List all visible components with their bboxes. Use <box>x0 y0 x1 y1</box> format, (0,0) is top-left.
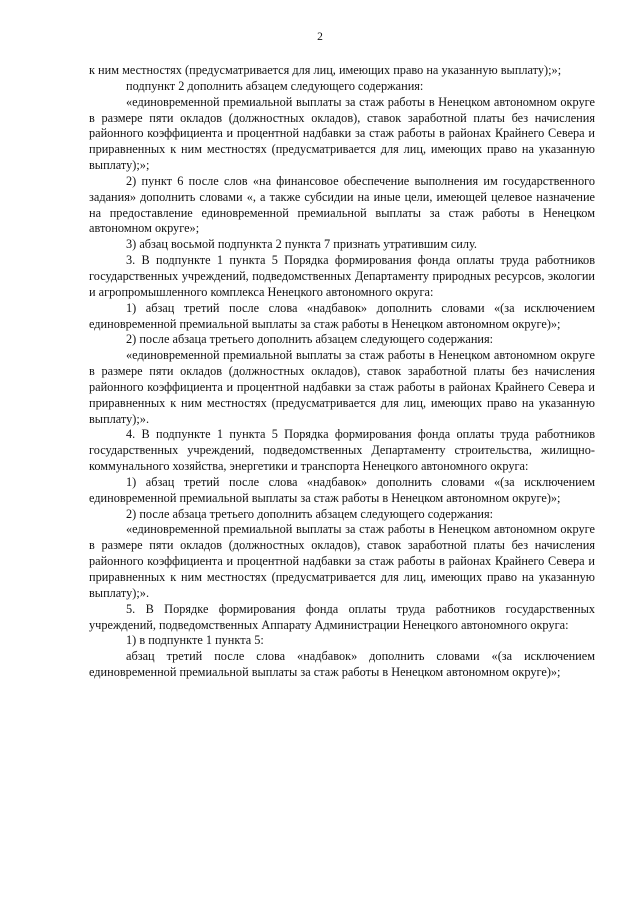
paragraph: подпункт 2 дополнить абзацем следующего содержания: <box>126 78 424 93</box>
document-body <box>89 63 595 681</box>
paragraph: 1) абзац третий после слова «надбавок» дополнить словами «(за исключением единовременной премиальной выплаты за стаж работы в Ненецком автономном округе)»; <box>89 474 595 505</box>
paragraph: 4. В подпункте 1 пункта 5 Порядка формирования фонда оплаты труда работников государственных учреждений, подведомственных Департаменту строительства, жилищно-коммунального хозяйства, энергетики и транспорта Ненецкого автономного округа: <box>89 427 595 474</box>
page-number: 2 <box>317 31 323 43</box>
paragraph: абзац третий после слова «надбавок» дополнить словами «(за исключением единовременной премиальной выплаты за стаж работы в Ненецком автономном округе)»; <box>89 649 595 680</box>
paragraph: 3. В подпункте 1 пункта 5 Порядка формирования фонда оплаты труда работников государственных учреждений, подведомственных Департаменту природных ресурсов, экологии и агропромышленного комплекса Ненецкого автономного округа: <box>89 253 595 299</box>
paragraph: 2) после абзаца третьего дополнить абзацем следующего содержания: <box>126 332 494 347</box>
paragraph: «единовременной премиальной выплаты за стаж работы в Ненецком автономном округе в размере пяти окладов (должностных окладов), ставок заработной платы без начисления районного коэффициента и процентной надбавки за стаж работы в районах Крайнего Севера и приравненных к ним местностях (предусматривается для лиц, имеющих право на указанную выплату);»; <box>89 94 595 173</box>
paragraph: 2) после абзаца третьего дополнить абзацем следующего содержания: <box>126 506 494 521</box>
paragraph: к ним местностях (предусматривается для лиц, имеющих право на указанную выплату);»; <box>89 63 562 77</box>
paragraph: «единовременной премиальной выплаты за стаж работы в Ненецком автономном округе в размере пяти окладов (должностных окладов), ставок заработной платы без начисления районного коэффициента и процентной надбавки за стаж работы в районах Крайнего Севера и приравненных к ним местностях (предусматривается для лиц, имеющих право на указанную выплату);». <box>89 348 595 426</box>
paragraph: 3) абзац восьмой подпункта 2 пункта 7 признать утратившим силу. <box>126 237 478 252</box>
paragraph: 2) пункт 6 после слов «на финансовое обеспечение выполнения им государственного задания» дополнить словами «, а также субсидии на иные цели, имеющей целевое назначение на предоставление единовременной премиальной выплаты за стаж работы в Ненецком автономном округе»; <box>89 173 595 236</box>
paragraph: 1) абзац третий после слова «надбавок» дополнить словами «(за исключением единовременной премиальной выплаты за стаж работы в Ненецком автономном округе)»; <box>89 300 595 331</box>
paragraph: «единовременной премиальной выплаты за стаж работы в Ненецком автономном округе в размере пяти окладов (должностных окладов), ставок заработной платы без начисления районного коэффициента и процентной надбавки за стаж работы в районах Крайнего Севера и приравненных к ним местностях (предусматривается для лиц, имеющих право на указанную выплату);». <box>89 522 595 600</box>
paragraph: 5. В Порядке формирования фонда оплаты труда работников государственных учреждений, подведомственных Аппарату Администрации Ненецкого автономного округа: <box>89 601 595 632</box>
paragraph: 1) в подпункте 1 пункта 5: <box>126 633 264 648</box>
